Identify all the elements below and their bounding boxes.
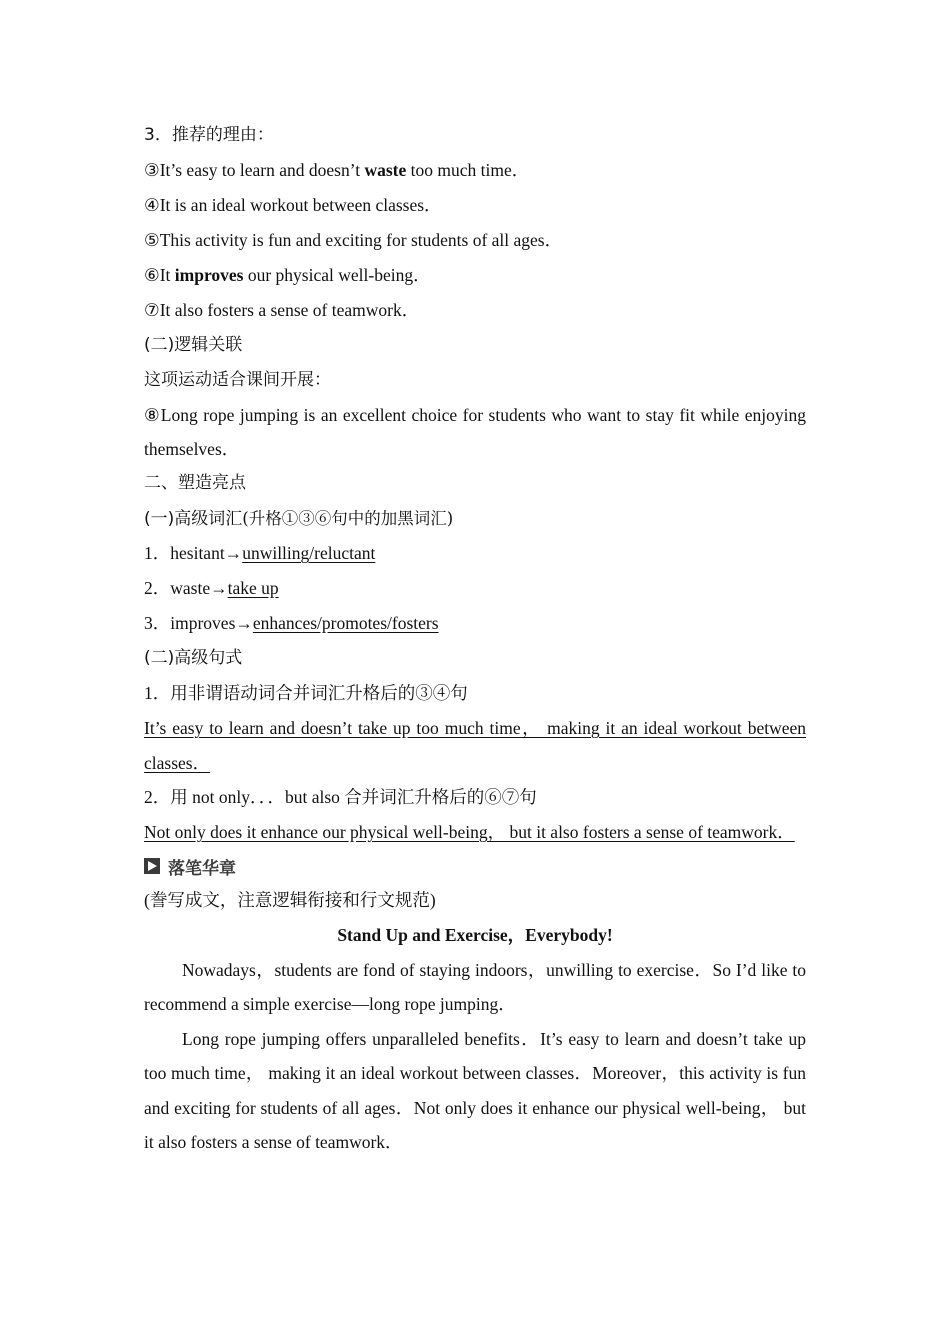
bold-word: waste [364, 160, 407, 180]
sentence-task-1: 1．用非谓语动词合并词汇升格后的③④句 [144, 683, 468, 703]
reason-sentence-6: ⑥It improves our physical well-being． [144, 265, 431, 285]
document-page [144, 118, 806, 1160]
logic-heading: (二)逻辑关联 [144, 335, 243, 355]
vocab-item: 1．hesitant→unwilling/reluctant [144, 543, 376, 563]
highlight-heading: 二、塑造亮点 [144, 473, 246, 493]
essay-title: Stand Up and Exercise，Everybody! [337, 924, 613, 945]
sentence-heading: (二)高级句式 [144, 648, 243, 668]
sentence-answer-1: It’s easy to learn and doesn’t take up too much time， making it an ideal workout between classes． [144, 718, 806, 773]
vocab-answer: enhances/promotes/fosters [252, 613, 439, 633]
final-section-label: 落笔华章 [168, 858, 236, 879]
logic-subheading: 这项运动适合课间开展： [144, 370, 331, 390]
sentence-answer-2: Not only does it enhance our physical well-being， but it also fosters a sense of teamwork． [144, 822, 795, 842]
final-section-header [144, 850, 806, 883]
vocab-answer: take up [227, 578, 279, 598]
essay-paragraph-2: Long rope jumping offers unparalleled benefits．It’s easy to learn and doesn’t take up too much time， making it an ideal workout between classes．Moreover，this activity is fun and exciting for students of all ages．Not only does it enhance our physical well-being， but it also fosters a sense of teamwork． [144, 1028, 806, 1153]
play-triangle-icon [144, 858, 160, 874]
vocab-item: 2．waste→take up [144, 578, 279, 598]
vocab-item: 3．improves→enhances/promotes/fosters [144, 613, 439, 633]
sentence-task-2: 2．用 not only．．．but also 合并词汇升格后的⑥⑦句 [144, 787, 537, 807]
reason-sentence-4: ④It is an ideal workout between classes． [144, 195, 442, 215]
logic-sentence: ⑧Long rope jumping is an excellent choice for students who want to stay fit while enjoying themselves． [144, 405, 806, 459]
vocab-heading: (一)高级词汇(升格①③⑥句中的加黑词汇) [144, 509, 454, 529]
reason-sentence-5: ⑤This activity is fun and exciting for students of all ages． [144, 230, 563, 250]
final-instruction: (誊写成文，注意逻辑衔接和行文规范) [144, 889, 436, 910]
vocab-answer: unwilling/reluctant [242, 543, 376, 563]
essay-paragraph-1: Nowadays，students are fond of staying indoors，unwilling to exercise．So I’d like to recommend a simple exercise—long rope jumping． [144, 959, 806, 1015]
reason-sentence-7: ⑦It also fosters a sense of teamwork． [144, 300, 420, 320]
reason-sentence-3: ③It’s easy to learn and doesn’t waste too much time． [144, 160, 530, 180]
bold-word: improves [174, 265, 244, 285]
reasons-heading: 3．推荐的理由： [144, 125, 274, 145]
